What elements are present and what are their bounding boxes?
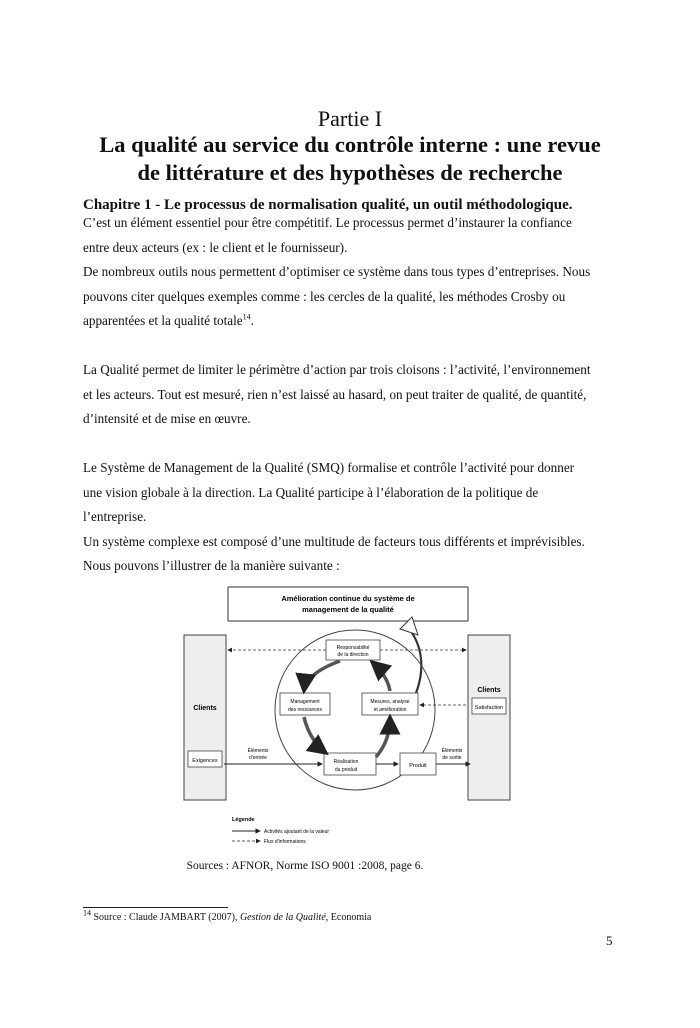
main-title bbox=[60, 131, 640, 187]
paragraph-1-line-1: C’est un élément essentiel pour être compétitif. Le processus permet d’instaurer la confiance bbox=[83, 215, 572, 230]
improvement-banner bbox=[228, 587, 468, 621]
paragraph-4-line-2: une vision globale à la direction. La Qualité participe à l’élaboration de la politique de bbox=[83, 484, 539, 500]
iso-process-diagram bbox=[180, 585, 620, 850]
management-line-2: des ressources bbox=[288, 707, 322, 713]
chapter-title: Chapitre 1 - Le processus de normalisation qualité, un outil méthodologique. bbox=[83, 197, 573, 213]
elements-sortie-line-1: Éléments bbox=[441, 748, 463, 754]
mesures-line-1: Mesures, analyse bbox=[370, 699, 410, 705]
footnote-book-title: Gestion de la Qualité bbox=[239, 912, 326, 923]
footnote-suffix: , Economia bbox=[325, 912, 372, 923]
clients-left-box bbox=[184, 635, 226, 800]
paragraph-3-line-2: et les acteurs. Tout est mesuré, rien n’est laissé au hasard, on peut traiter de qualité, de quantité, bbox=[83, 386, 587, 402]
paragraph-3-line-1: La Qualité permet de limiter le périmètre d’action par trois cloisons : l’activité, l’environnement bbox=[83, 362, 591, 377]
mesures-line-2: et amélioration bbox=[373, 707, 407, 713]
legend-title: Légende bbox=[232, 817, 255, 823]
elements-entree-line-2: d'entrée bbox=[249, 755, 267, 761]
paragraph-2-text: apparentées et la qualité totale bbox=[83, 313, 243, 328]
management-line-1: Management bbox=[290, 699, 320, 705]
legend-item-1: Activités ajoutant de la valeur bbox=[264, 829, 330, 835]
paragraph-3-line-3: d’intensité et de mise en œuvre. bbox=[83, 411, 251, 426]
paragraph-4-line-1: Le Système de Management de la Qualité (SMQ) formalise et contrôle l’activité pour donner bbox=[83, 460, 575, 475]
elements-sortie-line-2: de sortie bbox=[442, 755, 462, 761]
legend-item-2: Flux d'informations bbox=[264, 839, 306, 845]
clients-right-box bbox=[468, 635, 510, 800]
footnote bbox=[83, 908, 372, 923]
elements-entree-line-1: Éléments bbox=[247, 748, 269, 754]
body-text-section-1 bbox=[83, 211, 617, 579]
produit-label: Produit bbox=[409, 763, 427, 769]
paragraph-1-line-2: entre deux acteurs (ex : le client et le fournisseur). bbox=[83, 239, 348, 255]
footnote-prefix: Source : Claude JAMBART (2007), bbox=[91, 912, 240, 923]
realisation-line-2: du produit bbox=[334, 767, 358, 773]
paragraph-5-line-2: Nous pouvons l’illustrer de la manière suivante : bbox=[83, 558, 340, 573]
responsabilite-line-2: de la direction bbox=[337, 652, 369, 658]
banner-line-1: Amélioration continue du système de bbox=[281, 594, 415, 603]
clients-left-label: Clients bbox=[193, 705, 217, 712]
responsabilite-line-1: Responsabilité bbox=[336, 645, 370, 651]
main-title-line-1: La qualité au service du contrôle interne : une revue bbox=[99, 132, 601, 157]
figure-source: Sources : AFNOR, Norme ISO 9001 :2008, page 6. bbox=[186, 860, 424, 872]
page-number: 5 bbox=[606, 933, 613, 948]
paragraph-2-end: . bbox=[250, 313, 254, 328]
paragraph-2-line-3 bbox=[83, 309, 617, 334]
paragraph-5-line-1: Un système complexe est composé d’une multitude de facteurs tous différents et imprévisibles. bbox=[83, 533, 585, 549]
part-label: Partie I bbox=[317, 106, 383, 131]
exigences-label: Exigences bbox=[192, 758, 218, 764]
paragraph-2-line-2: pouvons citer quelques exemples comme : les cercles de la qualité, les méthodes Crosby ou bbox=[83, 288, 566, 304]
clients-right-label: Clients bbox=[477, 687, 501, 694]
footnote-number: 14 bbox=[83, 908, 91, 918]
banner-line-2: management de la qualité bbox=[302, 605, 394, 614]
satisfaction-label: Satisfaction bbox=[474, 705, 504, 711]
footnote-reference: 14 bbox=[242, 312, 251, 322]
footnote-divider bbox=[83, 907, 228, 908]
paragraph-2-line-1: De nombreux outils nous permettent d’optimiser ce système dans tous types d’entreprises. Nous bbox=[83, 264, 591, 279]
realisation-line-1: Réalisation bbox=[333, 759, 359, 765]
paragraph-4-line-3: l’entreprise. bbox=[83, 509, 147, 524]
main-title-line-2: de littérature et des hypothèses de recherche bbox=[137, 160, 563, 185]
